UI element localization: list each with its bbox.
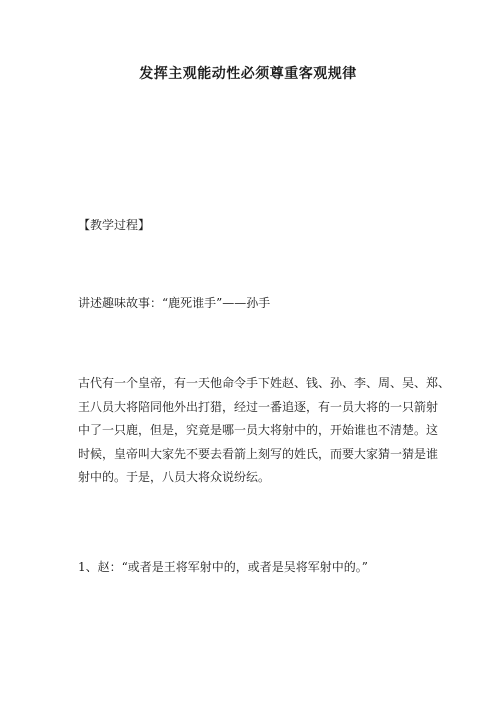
quote-line: 1、赵：“或者是王将军射中的，或者是吴将军射中的。”: [78, 560, 368, 574]
paragraph-line: 射中的。于是，八员大将众说纷纭。: [78, 470, 271, 484]
story-intro: 讲述趣味故事：“鹿死谁手”——孙手: [78, 296, 271, 310]
section-heading: 【教学过程】: [78, 218, 151, 232]
document-title: 发挥主观能动性必须尊重客观规律: [139, 66, 357, 82]
paragraph-line: 王八员大将陪同他外出打猎，经过一番追逐，有一员大将的一只箭射: [78, 399, 439, 414]
paragraph-line: 时候，皇帝叫大家先不要去看箭上刻写的姓氏，而要大家猜一猜是谁: [78, 446, 439, 461]
paragraph-line: 中了一只鹿，但是，究竟是哪一员大将射中的，开始谁也不清楚。这: [78, 423, 439, 437]
paragraph-line: 古代有一个皇帝，有一天他命令手下姓赵、钱、孙、李、周、吴、郑、: [78, 376, 451, 390]
story-paragraph: [78, 372, 451, 490]
